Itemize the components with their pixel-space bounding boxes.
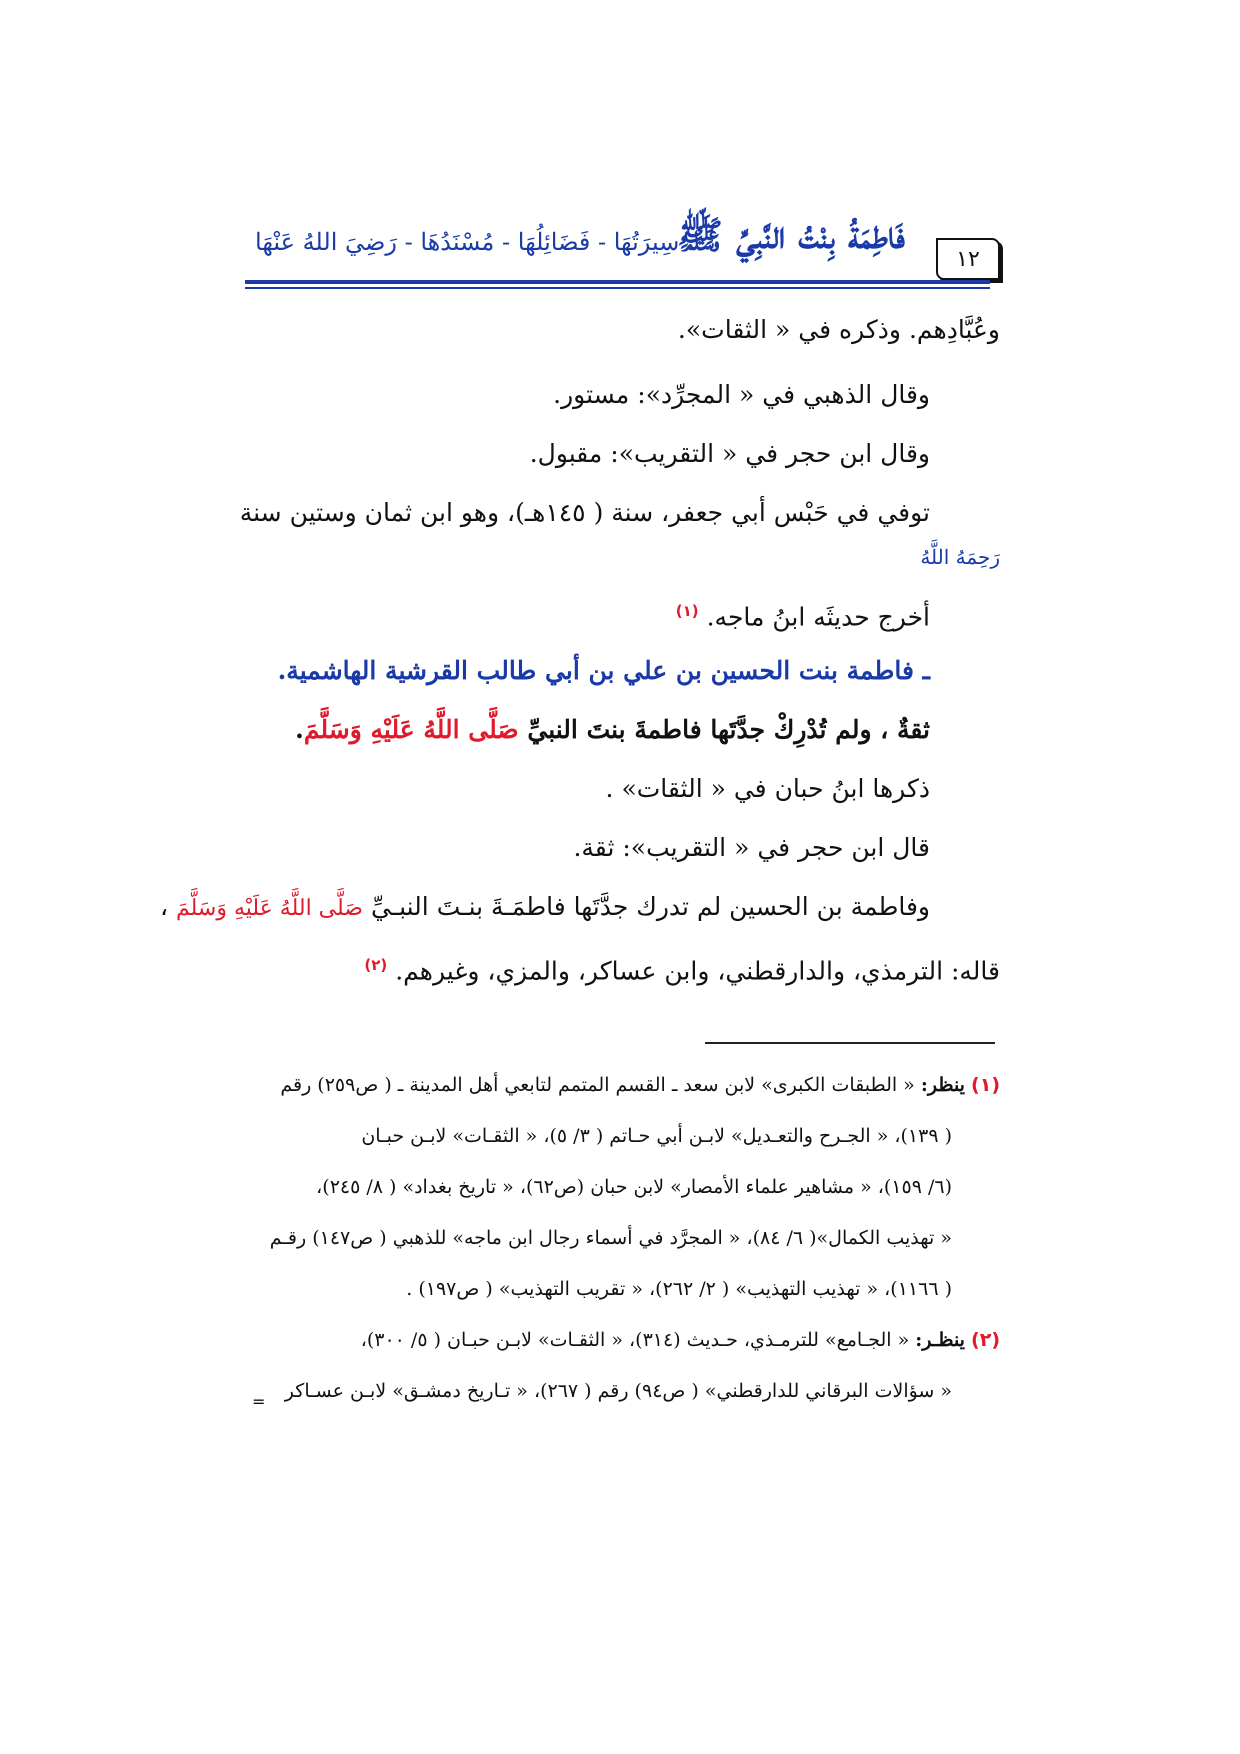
book-title: فَاطِمَةُ بِنْتُ النَّبِيِّ ﷺ [677,212,905,257]
text-line: وقال الذهبي في « المجرِّد»: مستور. [553,380,930,409]
narrator-heading: ـ فاطمة بنت الحسين بن علي بن أبي طالب القرشية الهاشمية. [277,656,930,685]
footnote-ref: (٢) [364,956,388,974]
footnote-line: ( ١١٦٦)، « تهذيب التهذيب» ( ٢/ ٢٦٢)، « تقريب التهذيب» ( ص١٩٧) . [406,1278,952,1300]
footnote-line: (٦/ ١٥٩)، « مشاهير علماء الأمصار» لابن حبان (ص٦٢)، « تاريخ بغداد» ( ٨/ ٢٤٥)، [316,1176,952,1198]
text-segment: وفاطمة بن الحسين لم تدرك جدَّتَها فاطمَـةَ بنـتَ النبـيِّ [370,892,930,921]
book-subtitle: سِيرَتُهَا - فَضَائِلُهَا - مُسْنَدُهَا - رَضِيَ اللهُ عَنْهَا [255,228,680,256]
footnote-number: (٢) [971,1329,1000,1351]
text-line: ذكرها ابنُ حبان في « الثقات» . [605,774,930,803]
footnote-line: « سؤالات البرقاني للدارقطني» ( ص٩٤) رقم ( ٢٦٧)، « تـاريخ دمشـق» لابـن عسـاكر [284,1380,952,1402]
footnote-keyword: ينظـر: [915,1329,965,1351]
continuation-mark: = [252,1392,266,1411]
text-line: توفي في حَبْس أبي جعفر، سنة ( ١٤٥هـ)، وهو ابن ثمان وستين سنة [239,498,930,527]
main-text [159,300,1000,995]
footnote-separator [705,1042,995,1044]
footnote-line: ( ١٣٩)، « الجـرح والتعـديل» لابـن أبي حـاتم ( ٣/ ٥)، « الثقـات» لابـن حبـان [361,1125,952,1147]
text-segment: أخرج حديثَه ابنُ ماجه. [706,602,930,632]
footnote-ref: (١) [675,602,699,620]
salawat-blessing: صَلَّى اللَّهُ عَلَيْهِ وَسَلَّمَ [303,715,519,744]
footnote-text: « الطبقات الكبرى» لابن سعد ـ القسم المتمم لتابعي أهل المدينة ـ ( ص٢٥٩) رقم [280,1074,915,1096]
text-line [245,936,1000,995]
footnote-line: « تهذيب الكمال»( ٦/ ٨٤)، « المجرَّد في أسماء رجال ابن ماجه» للذهبي ( ص١٤٧) رقـم [269,1227,952,1249]
text-line [245,700,1000,759]
text-line [245,582,1000,641]
text-line: وعُبَّادِهم. وذكره في « الثقات». [677,315,1000,344]
text-segment: ثقةٌ ، ولم تُدْرِكْ جدَّتَها فاطمةَ بنتَ النبيِّ [527,715,930,744]
text-segment: ، [159,892,169,921]
blessing-rahimahullah: رَحِمَهُ اللَّهُ [920,545,1000,569]
page-header [245,190,1000,282]
text-segment: . [295,715,304,744]
text-line: قال ابن حجر في « التقريب»: ثقة. [573,833,930,862]
footnote-number: (١) [971,1074,1000,1096]
footnotes [245,1060,1000,1417]
footnote-line [245,1315,1000,1366]
header-rule [245,280,990,284]
text-line: وقال ابن حجر في « التقريب»: مقبول. [529,439,930,468]
page-number: ١٢ [936,238,1000,280]
footnote-text: « الجـامع» للترمـذي، حـديث (٣١٤)، « الثقـات» لابـن حبـان ( ٥/ ٣٠٠)، [360,1329,910,1351]
text-line [159,877,1000,936]
salawat-blessing: صَلَّى اللَّهُ عَلَيْهِ وَسَلَّمَ [175,896,363,921]
footnote-keyword: ينظر: [920,1074,965,1096]
text-segment: قاله: الترمذي، والدارقطني، وابن عساكر، والمزي، وغيرهم. [395,956,1000,986]
header-rule-thin [245,287,990,289]
footnote-line [245,1060,1000,1111]
